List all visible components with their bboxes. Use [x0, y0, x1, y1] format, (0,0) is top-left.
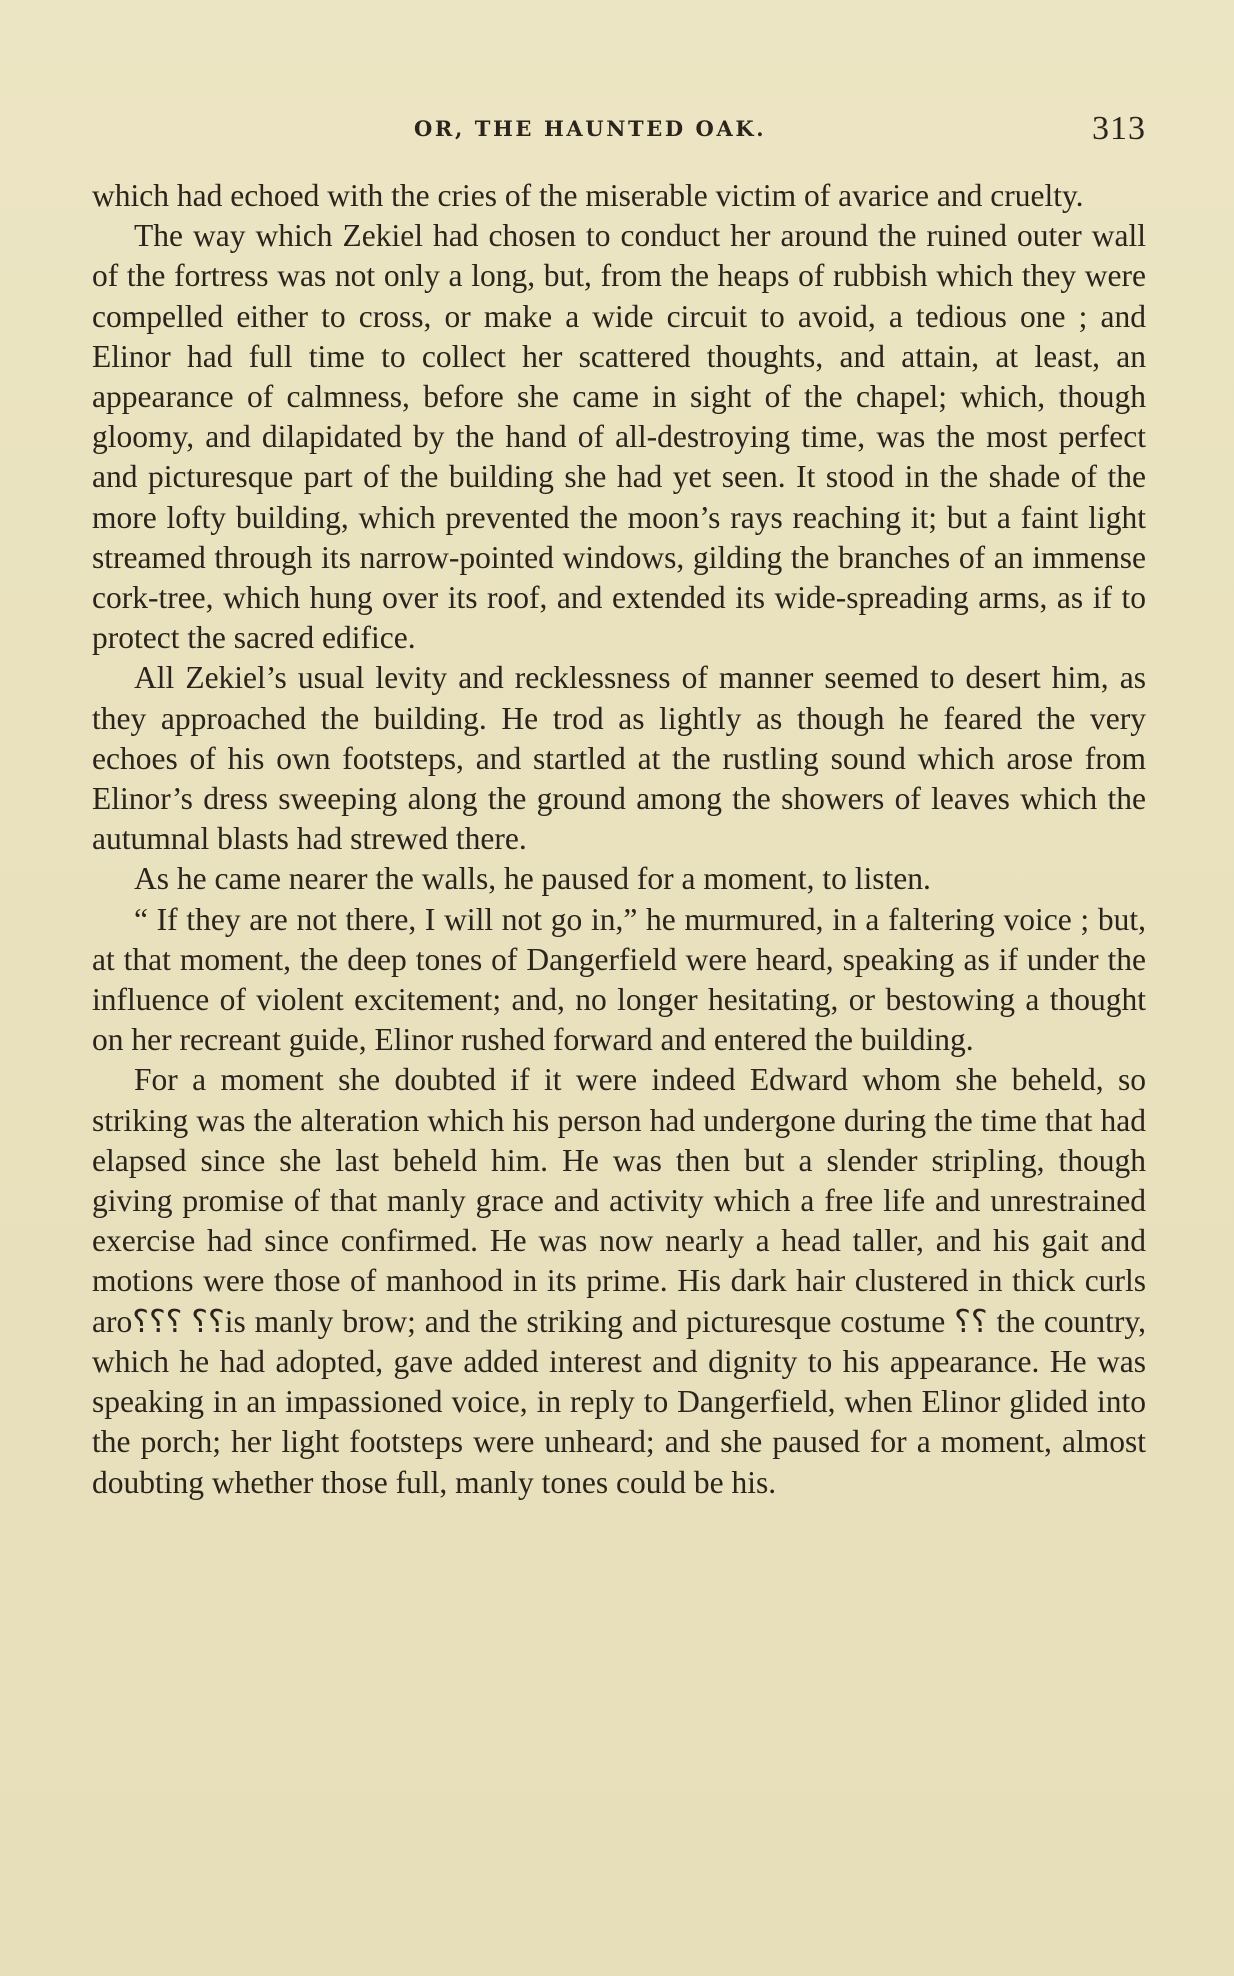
paragraph: All Zekiel’s usual levity and recklessness of manner seemed to desert him, as they approached the building. He trod as lightly as though he feared the very echoes of his own footsteps, and startled at the rustling sound which arose from Elinor’s dress sweeping along the ground among the showers of leaves which the autumnal blasts had strewed there. — [92, 660, 1146, 857]
page-number: 313 — [1092, 110, 1146, 147]
paragraph: which had echoed with the cries of the miserable victim of avarice and cruelty. — [92, 178, 1084, 213]
paragraph: “ If they are not there, I will not go in,” he murmured, in a faltering voice ; but, at that moment, the deep tones of Dangerfield were heard, speaking as if under the influence of violent excitement; and, no longer hesitating, or bestowing a thought on her recreant guide, Elinor rushed forward and entered the building. — [92, 901, 1146, 1058]
running-title: OR, THE HAUNTED OAK. — [414, 116, 767, 141]
paragraph: The way which Zekiel had chosen to conduct her around the ruined outer wall of the fortress was not only a long, but, from the heaps of rubbish which they were compelled either to cross, or make a wide circuit to avoid, a tedious one ; and Elinor had full time to collect her scattered thoughts, and attain, at least, an appearance of calmness, before she came in sight of the chapel; which, though gloomy, and dilapidated by the hand of all-destroying time, was the most perfect and picturesque part of the building she had yet seen. It stood in the shade of the more lofty building, which prevented the moon’s rays reaching it; but a faint light streamed through its narrow-pointed windows, gilding the branches of an immense cork-tree, which hung over its roof, and extended its wide-spreading arms, as if to protect the sacred edifice. — [92, 218, 1146, 656]
paragraph: As he came nearer the walls, he paused for a moment, to listen. — [134, 861, 931, 897]
paragraph: For a moment she doubted if it were indeed Edward whom she beheld, so striking was the alteration which his person had undergone during the time that had elapsed since she last beheld him. He was then but a slender stripling, though giving promise of that manly grace and activity which a free life and unrestrained exercise had since confirmed. He was now nearly a head taller, and his gait and motions were those of manhood in its prime. His dark hair clustered in thick curls aro⸮⸮⸮ ⸮⸮is manly brow; and the striking and picturesque costume ⸮⸮ the country, which he had adopted, gave added interest and dignity to his appearance. He was speaking in an impassioned voice, in reply to Dangerfield, when Elinor glided into the porch; her light footsteps were unheard; and she paused for a moment, almost doubting whether those full, manly tones could be his. — [92, 1062, 1146, 1500]
body-text — [92, 176, 1146, 1503]
running-head — [92, 110, 1146, 150]
